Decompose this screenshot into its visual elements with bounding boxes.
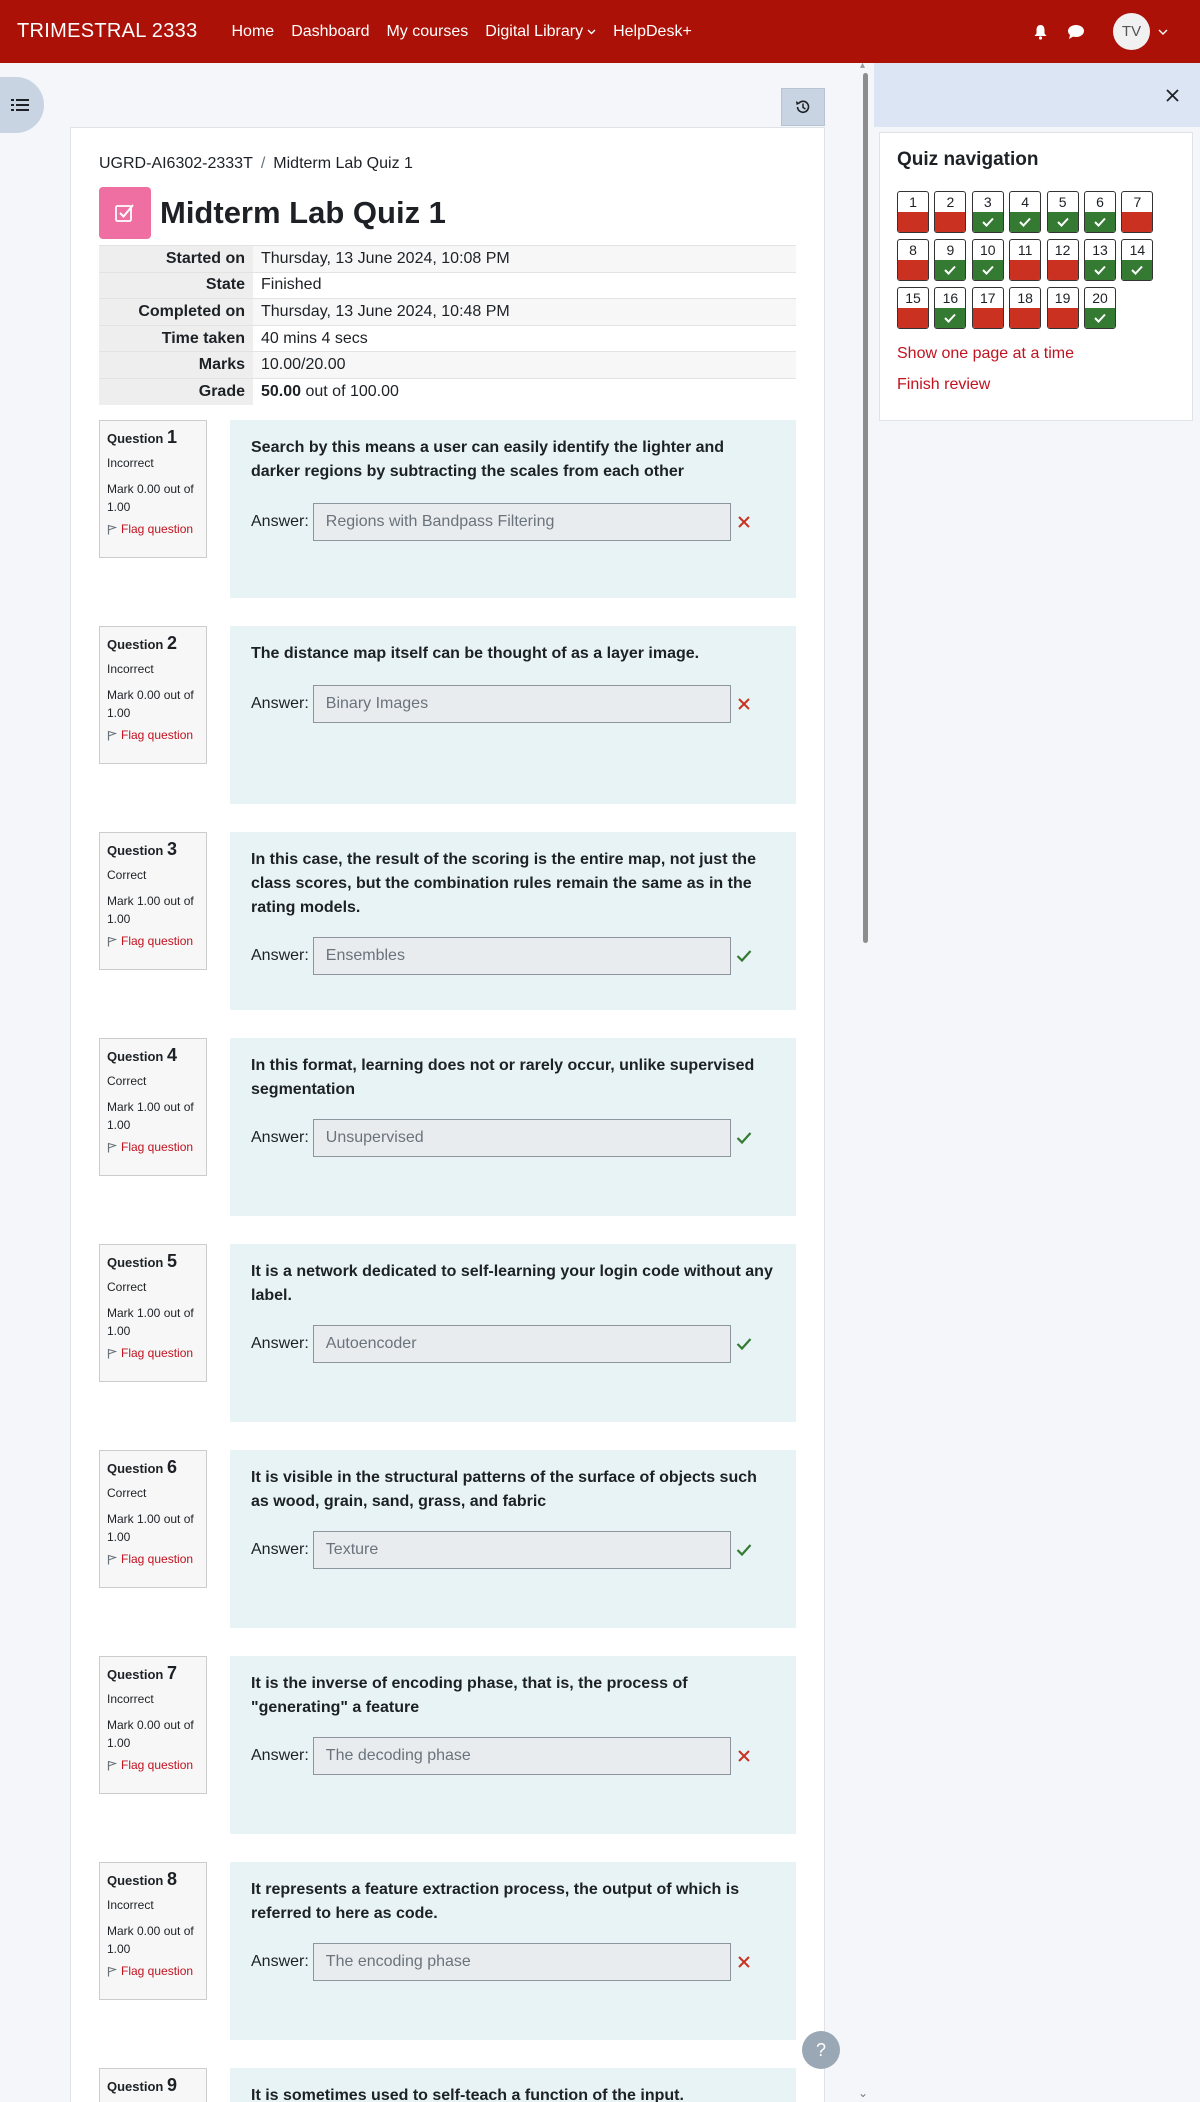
breadcrumb-separator: / bbox=[260, 155, 266, 172]
grade-value: 50.00 bbox=[261, 383, 302, 401]
incorrect-mark bbox=[736, 1748, 752, 1764]
quiz-nav-number: 10 bbox=[980, 242, 996, 258]
flag-icon bbox=[107, 1760, 117, 1771]
quiz-nav-button-4[interactable] bbox=[1009, 191, 1041, 233]
answer-label: Answer: bbox=[251, 695, 309, 712]
quiz-nav-number: 18 bbox=[1017, 290, 1033, 306]
quiz-nav-button-20[interactable] bbox=[1084, 287, 1116, 329]
cross-icon bbox=[738, 698, 750, 710]
correct-status-bar bbox=[935, 260, 965, 280]
chevron-down-icon[interactable] bbox=[1158, 29, 1168, 35]
quiz-nav-button-17[interactable] bbox=[972, 287, 1004, 329]
nav-dashboard[interactable]: Dashboard bbox=[291, 22, 370, 40]
answer-field[interactable]: Autoencoder bbox=[313, 1325, 731, 1363]
flag-question-label: Flag question bbox=[121, 1964, 194, 1978]
question-text: Search by this means a user can easily identify the lighter and darker regions by subtracting the scales from each other bbox=[251, 439, 725, 480]
question-number bbox=[107, 1457, 199, 1478]
quiz-nav-button-7[interactable] bbox=[1121, 191, 1153, 233]
question-text: In this format, learning does not or rarely occur, unlike supervised segmentation bbox=[251, 1057, 755, 1098]
nav-helpdesk[interactable]: HelpDesk+ bbox=[613, 22, 692, 40]
chat-icon[interactable] bbox=[1067, 23, 1085, 41]
answer-field[interactable]: Texture bbox=[313, 1531, 731, 1569]
check-icon bbox=[1094, 313, 1106, 323]
finish-review-link[interactable]: Finish review bbox=[897, 376, 991, 393]
incorrect-status-bar bbox=[898, 308, 928, 328]
question-number-value: 6 bbox=[166, 1457, 177, 1477]
summary-value bbox=[253, 378, 796, 405]
question-mark: Mark 1.00 out of 1.00 bbox=[107, 894, 194, 926]
question-info bbox=[99, 420, 207, 558]
cross-icon bbox=[738, 516, 750, 528]
question-info bbox=[99, 626, 207, 764]
summary-value: Thursday, 13 June 2024, 10:08 PM bbox=[253, 246, 796, 273]
question-label: Question bbox=[107, 1461, 164, 1476]
incorrect-mark bbox=[736, 696, 752, 712]
list-icon bbox=[11, 98, 29, 112]
question-info bbox=[99, 1862, 207, 2000]
question-mark: Mark 0.00 out of 1.00 bbox=[107, 1718, 194, 1750]
flag-question-label: Flag question bbox=[121, 1346, 194, 1360]
flag-question-link[interactable] bbox=[107, 728, 199, 742]
nav-home[interactable]: Home bbox=[231, 22, 275, 40]
grade-out-of: out of 100.00 bbox=[301, 383, 399, 401]
summary-row bbox=[99, 378, 796, 405]
question-state: Incorrect bbox=[107, 1692, 154, 1706]
correct-status-bar bbox=[1085, 212, 1115, 232]
summary-row bbox=[99, 299, 796, 326]
navbar-right bbox=[1031, 0, 1200, 63]
quiz-nav-number: 9 bbox=[946, 242, 955, 258]
answer-field[interactable]: The decoding phase bbox=[313, 1737, 731, 1775]
answer-row bbox=[251, 1325, 752, 1363]
check-icon bbox=[1019, 217, 1031, 227]
question-info bbox=[99, 1038, 207, 1176]
question-number-value: 4 bbox=[166, 1045, 177, 1065]
question-number bbox=[107, 1869, 199, 1890]
question-number bbox=[107, 2075, 199, 2096]
nav-my-courses[interactable]: My courses bbox=[386, 22, 469, 40]
breadcrumb-course[interactable]: UGRD-AI6302-2333T bbox=[99, 155, 253, 172]
answer-label: Answer: bbox=[251, 1335, 309, 1352]
summary-value: Thursday, 13 June 2024, 10:48 PM bbox=[253, 299, 796, 326]
correct-status-bar bbox=[1010, 212, 1040, 232]
quiz-nav-number: 17 bbox=[980, 290, 996, 306]
correct-mark bbox=[736, 1130, 752, 1146]
question-text: It is sometimes used to self-teach a function of the input. bbox=[251, 2087, 684, 2102]
correct-mark bbox=[736, 1336, 752, 1352]
summary-label: Time taken bbox=[99, 325, 253, 352]
breadcrumb bbox=[99, 155, 413, 173]
question-text: It is a network dedicated to self-learning your login code without any label. bbox=[251, 1263, 773, 1304]
quiz-nav-number: 8 bbox=[909, 242, 917, 258]
question-content bbox=[230, 1244, 796, 1422]
quiz-nav-number: 7 bbox=[1133, 194, 1142, 210]
quiz-activity-icon bbox=[99, 187, 151, 239]
answer-row bbox=[251, 503, 752, 541]
quiz-nav-number: 4 bbox=[1021, 194, 1030, 210]
incorrect-status-bar bbox=[1010, 260, 1040, 280]
quiz-nav-button-10[interactable] bbox=[972, 239, 1004, 281]
question-mark: Mark 1.00 out of 1.00 bbox=[107, 1512, 194, 1544]
check-icon bbox=[944, 265, 956, 275]
summary-label: Started on bbox=[99, 246, 253, 273]
flag-question-link[interactable] bbox=[107, 934, 199, 948]
question-content bbox=[230, 1038, 796, 1216]
correct-status-bar bbox=[973, 212, 1003, 232]
flag-question-label: Flag question bbox=[121, 1758, 194, 1772]
question-mark: Mark 1.00 out of 1.00 bbox=[107, 1100, 194, 1132]
question-info bbox=[99, 1244, 207, 1382]
check-icon bbox=[982, 217, 994, 227]
question-number-value: 1 bbox=[166, 427, 177, 447]
incorrect-status-bar bbox=[1122, 212, 1152, 232]
check-icon bbox=[736, 949, 752, 963]
question-info bbox=[99, 832, 207, 970]
check-icon bbox=[736, 1337, 752, 1351]
flag-icon bbox=[107, 1142, 117, 1153]
quiz-nav-number: 13 bbox=[1092, 242, 1108, 258]
quiz-nav-button-12[interactable] bbox=[1047, 239, 1079, 281]
quiz-nav-number: 5 bbox=[1058, 194, 1067, 210]
question-number bbox=[107, 633, 199, 654]
check-icon bbox=[736, 1131, 752, 1145]
flag-question-label: Flag question bbox=[121, 522, 194, 536]
question-label: Question bbox=[107, 1873, 164, 1888]
question-state: Correct bbox=[107, 1486, 147, 1500]
answer-label: Answer: bbox=[251, 1953, 309, 1970]
flag-question-link[interactable] bbox=[107, 1346, 199, 1360]
quiz-nav-number: 19 bbox=[1054, 290, 1071, 306]
correct-status-bar bbox=[1122, 260, 1152, 280]
answer-row bbox=[251, 937, 752, 975]
question-state: Incorrect bbox=[107, 662, 154, 676]
quiz-nav-number: 14 bbox=[1129, 242, 1146, 258]
incorrect-status-bar bbox=[1048, 260, 1078, 280]
show-one-page-link[interactable]: Show one page at a time bbox=[897, 345, 1075, 362]
check-icon bbox=[1094, 265, 1106, 275]
quiz-nav-button-5[interactable] bbox=[1047, 191, 1079, 233]
question-number-value: 3 bbox=[166, 839, 177, 859]
flag-question-link[interactable] bbox=[107, 1140, 199, 1154]
incorrect-status-bar bbox=[973, 308, 1003, 328]
question-state: Correct bbox=[107, 1280, 147, 1294]
answer-field[interactable]: Regions with Bandpass Filtering bbox=[313, 503, 731, 541]
summary-label: Marks bbox=[99, 352, 253, 379]
quiz-nav-number: 2 bbox=[946, 194, 955, 210]
quiz-nav-number: 6 bbox=[1096, 194, 1104, 210]
nav-digital-library[interactable] bbox=[485, 23, 596, 41]
question-label: Question bbox=[107, 1667, 164, 1682]
correct-status-bar bbox=[935, 308, 965, 328]
check-icon bbox=[1057, 217, 1069, 227]
quiz-nav-button-19[interactable] bbox=[1047, 287, 1079, 329]
site-brand[interactable]: TRIMESTRAL 2333 bbox=[17, 20, 198, 42]
summary-row bbox=[99, 352, 796, 379]
question-number bbox=[107, 839, 199, 860]
summary-value: Finished bbox=[261, 276, 322, 294]
question-state: Correct bbox=[107, 868, 147, 882]
correct-mark bbox=[736, 948, 752, 964]
quiz-nav-button-16[interactable] bbox=[934, 287, 966, 329]
flag-question-label: Flag question bbox=[121, 1552, 194, 1566]
flag-question-label: Flag question bbox=[121, 934, 194, 948]
answer-row bbox=[251, 1119, 752, 1157]
check-icon bbox=[1094, 217, 1106, 227]
answer-label: Answer: bbox=[251, 513, 309, 530]
incorrect-mark bbox=[736, 514, 752, 530]
cross-icon bbox=[738, 1750, 750, 1762]
correct-status-bar bbox=[973, 260, 1003, 280]
question-info bbox=[99, 2068, 207, 2102]
answer-label: Answer: bbox=[251, 947, 309, 964]
quiz-nav-button-18[interactable] bbox=[1009, 287, 1041, 329]
question-number-value: 2 bbox=[166, 633, 177, 653]
question-content bbox=[230, 1862, 796, 2040]
check-icon bbox=[982, 265, 994, 275]
quiz-nav-number: 1 bbox=[909, 194, 917, 210]
close-icon[interactable] bbox=[1161, 84, 1183, 106]
question-text: The distance map itself can be thought of as a layer image. bbox=[251, 645, 700, 662]
correct-status-bar bbox=[1048, 212, 1078, 232]
flag-question-link[interactable] bbox=[107, 1964, 199, 1978]
quiz-nav-button-1[interactable] bbox=[897, 191, 929, 233]
summary-row bbox=[99, 325, 796, 352]
question-label: Question bbox=[107, 637, 164, 652]
answer-field[interactable]: Binary Images bbox=[313, 685, 731, 723]
quiz-nav-number: 20 bbox=[1092, 290, 1108, 306]
correct-status-bar bbox=[1085, 260, 1115, 280]
chevron-down-icon bbox=[587, 29, 596, 35]
question-number-value: 8 bbox=[166, 1869, 177, 1889]
flag-question-link[interactable] bbox=[107, 522, 199, 536]
check-icon bbox=[944, 313, 956, 323]
question-state: Correct bbox=[107, 1074, 147, 1088]
quiz-nav-number: 12 bbox=[1054, 242, 1071, 258]
quiz-nav-button-9[interactable] bbox=[934, 239, 966, 281]
scroll-up-icon[interactable]: ▴ bbox=[860, 60, 866, 71]
incorrect-mark bbox=[736, 1954, 752, 1970]
question-label: Question bbox=[107, 431, 164, 446]
question-label: Question bbox=[107, 1255, 164, 1270]
incorrect-status-bar bbox=[935, 212, 965, 232]
flag-question-label: Flag question bbox=[121, 1140, 194, 1154]
scroll-down-icon[interactable]: ⌄ bbox=[858, 2086, 869, 2100]
quiz-nav-number: 15 bbox=[905, 290, 921, 306]
history-icon bbox=[794, 98, 812, 116]
question-number-value: 9 bbox=[166, 2075, 177, 2095]
nav-digital-library-label: Digital Library bbox=[485, 22, 584, 40]
incorrect-status-bar bbox=[898, 212, 928, 232]
quiz-nav-button-2[interactable] bbox=[934, 191, 966, 233]
quiz-nav-number: 16 bbox=[942, 290, 959, 306]
answer-row bbox=[251, 1943, 752, 1981]
question-mark: Mark 0.00 out of 1.00 bbox=[107, 1924, 194, 1956]
page-header bbox=[99, 187, 446, 239]
quiz-nav-button-8[interactable] bbox=[897, 239, 929, 281]
question-label: Question bbox=[107, 2079, 164, 2094]
answer-label: Answer: bbox=[251, 1747, 309, 1764]
incorrect-status-bar bbox=[1048, 308, 1078, 328]
flag-question-label: Flag question bbox=[121, 728, 194, 742]
summary-value: 40 mins 4 secs bbox=[261, 329, 368, 347]
correct-status-bar bbox=[1085, 308, 1115, 328]
page-title: Midterm Lab Quiz 1 bbox=[160, 195, 446, 230]
attempt-summary-table bbox=[99, 245, 796, 405]
user-avatar[interactable]: TV bbox=[1113, 13, 1150, 50]
question-number bbox=[107, 1663, 199, 1684]
question-number-value: 5 bbox=[166, 1251, 177, 1271]
question-mark: Mark 0.00 out of 1.00 bbox=[107, 688, 194, 720]
breadcrumb-quiz[interactable]: Midterm Lab Quiz 1 bbox=[273, 155, 413, 172]
question-text: It represents a feature extraction process, the output of which is referred to here as code. bbox=[251, 1881, 740, 1922]
cross-icon bbox=[738, 1956, 750, 1968]
quiz-nav-button-3[interactable] bbox=[972, 191, 1004, 233]
question-content bbox=[230, 832, 796, 1010]
flag-question-link[interactable] bbox=[107, 1552, 199, 1566]
question-content bbox=[230, 1450, 796, 1628]
question-content bbox=[230, 626, 796, 804]
question-info bbox=[99, 1656, 207, 1794]
question-number bbox=[107, 1251, 199, 1272]
answer-label: Answer: bbox=[251, 1541, 309, 1558]
bell-icon[interactable] bbox=[1031, 23, 1049, 41]
question-number-value: 7 bbox=[166, 1663, 177, 1683]
quiz-nav-number: 11 bbox=[1017, 242, 1033, 258]
flag-icon bbox=[107, 1966, 117, 1977]
history-button[interactable] bbox=[781, 88, 825, 126]
summary-label: Completed on bbox=[99, 299, 253, 326]
answer-label: Answer: bbox=[251, 1129, 309, 1146]
question-mark: Mark 0.00 out of 1.00 bbox=[107, 482, 194, 514]
answer-field[interactable]: Unsupervised bbox=[313, 1119, 731, 1157]
question-content bbox=[230, 1656, 796, 1834]
question-mark: Mark 1.00 out of 1.00 bbox=[107, 1306, 194, 1338]
flag-icon bbox=[107, 1554, 117, 1565]
question-label: Question bbox=[107, 843, 164, 858]
question-state: Incorrect bbox=[107, 1898, 154, 1912]
summary-label: State bbox=[99, 272, 253, 299]
summary-row bbox=[99, 246, 796, 273]
scrollbar-thumb[interactable] bbox=[863, 73, 868, 943]
flag-icon bbox=[107, 730, 117, 741]
top-navbar bbox=[0, 0, 1200, 63]
incorrect-status-bar bbox=[1010, 308, 1040, 328]
question-label: Question bbox=[107, 1049, 164, 1064]
question-text: It is the inverse of encoding phase, that is, the process of "generating" a feature bbox=[251, 1675, 688, 1716]
question-content bbox=[230, 420, 796, 598]
quiz-nav-number: 3 bbox=[983, 194, 992, 210]
quiz-nav-button-15[interactable] bbox=[897, 287, 929, 329]
question-text: In this case, the result of the scoring is the entire map, not just the class scores, but the combination rules remain the same as in the rating models. bbox=[251, 851, 756, 916]
question-content bbox=[230, 2068, 796, 2102]
correct-mark bbox=[736, 1542, 752, 1558]
question-text: It is visible in the structural patterns of the surface of objects such as wood, grain, sand, grass, and fabric bbox=[251, 1469, 757, 1510]
answer-row bbox=[251, 1531, 752, 1569]
summary-value: 10.00/20.00 bbox=[253, 352, 796, 379]
check-icon bbox=[1131, 265, 1143, 275]
answer-row bbox=[251, 1737, 752, 1775]
check-icon bbox=[736, 1543, 752, 1557]
flag-icon bbox=[107, 936, 117, 947]
help-button[interactable]: ? bbox=[802, 2031, 840, 2069]
summary-row bbox=[99, 272, 796, 299]
question-number bbox=[107, 1045, 199, 1066]
answer-field[interactable]: Ensembles bbox=[313, 937, 731, 975]
quiz-nav-button-13[interactable] bbox=[1084, 239, 1116, 281]
answer-row bbox=[251, 685, 752, 723]
flag-question-link[interactable] bbox=[107, 1758, 199, 1772]
question-number bbox=[107, 427, 199, 448]
answer-field[interactable]: The encoding phase bbox=[313, 1943, 731, 1981]
flag-icon bbox=[107, 1348, 117, 1359]
incorrect-status-bar bbox=[898, 260, 928, 280]
drawer-header bbox=[874, 63, 1200, 127]
flag-icon bbox=[107, 524, 117, 535]
quiz-nav-button-14[interactable] bbox=[1121, 239, 1153, 281]
summary-label: Grade bbox=[99, 378, 253, 405]
question-state: Incorrect bbox=[107, 456, 154, 470]
quiz-navigation-title: Quiz navigation bbox=[897, 149, 1039, 170]
quiz-nav-button-11[interactable] bbox=[1009, 239, 1041, 281]
quiz-nav-button-6[interactable] bbox=[1084, 191, 1116, 233]
question-info bbox=[99, 1450, 207, 1588]
